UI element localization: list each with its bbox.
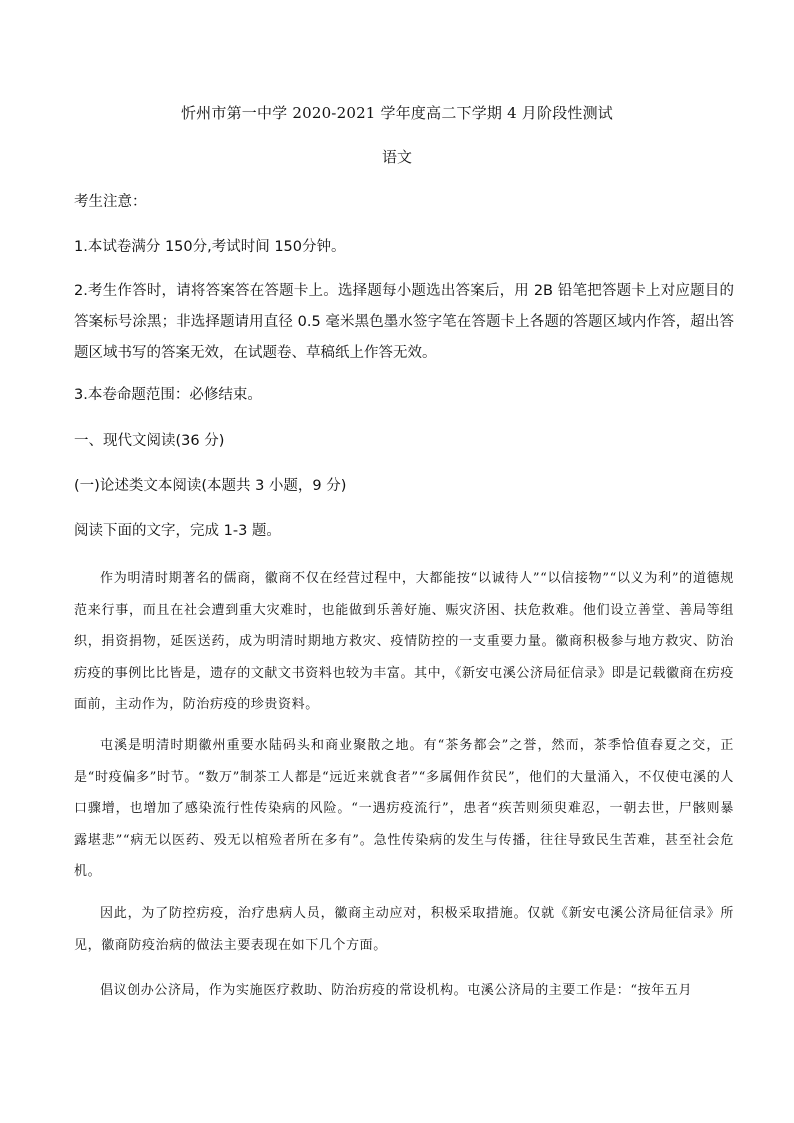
document-title: 忻州市第一中学 2020-2021 学年度高二下学期 4 月阶段性测试 xyxy=(180,104,614,122)
subject-title: 语文 xyxy=(381,148,412,166)
passage-paragraph-4: 倡议创办公济局，作为实施医疗救助、防治疠疫的常设机构。屯溪公济局的主要工作是：“按年五月 xyxy=(100,983,693,998)
notice-heading: 考生注意： xyxy=(74,194,147,210)
passage-paragraph-3: 因此，为了防控疠疫，治疗患病人员，徽商主动应对，积极采取措施。仅就《新安屯溪公济局征信录》所见，徽商防疫治病的做法主要表现在如下几个方面。 xyxy=(74,906,734,953)
section-heading: 一、现代文阅读(36 分) xyxy=(74,433,225,449)
passage-paragraph-1: 作为明清时期著名的儒商，徽商不仅在经营过程中，大都能按“以诚待人”“以信接物”“以义为利”的道德规范来行事，而且在社会遭到重大灾难时，也能做到乐善好施、赈灾济困、扶危救难。他们设立善堂、善局等组织，捐资捐物，延医送药，成为明清时期地方救灾、疫情防控的一支重要力量。徽商积极参与地方救灾、防治疠疫的事例比比皆是，遗存的文献文书资料也较为丰富。其中，《新安屯溪公济局征信录》即是记载徽商在疠疫面前，主动作为，防治疠疫的珍贵资料。 xyxy=(74,571,734,712)
instruction-1: 1.本试卷满分 150分,考试时间 150分钟。 xyxy=(74,239,346,255)
instruction-2: 2.考生作答时，请将答案答在答题卡上。选择题每小题选出答案后，用 2B 铅笔把答题卡上对应题目的答案标号涂黑；非选择题请用直径 0.5 毫米黑色墨水签字笔在答题卡上各题的答题区域内作答，超出答题区域书写的答案无效，在试题卷、草稿纸上作答无效。 xyxy=(74,283,734,361)
passage-paragraph-2: 屯溪是明清时期徽州重要水陆码头和商业聚散之地。有“茶务都会”之誉，然而，茶季恰值春夏之交，正是“时疫偏多”时节。“数万”制茶工人都是“远近来就食者”“多属佣作贫民”，他们的大量涌入，不仅使屯溪的人口骤增，也增加了感染流行性传染病的风险。“一遇疠疫流行”，患者“疾苦则须臾难忍，一朝去世，尸骸则暴露堪悲”“病无以医药、殁无以棺殓者所在多有”。急性传染病的发生与传播，往往导致民生苦难，甚至社会危机。 xyxy=(74,738,734,879)
subsection-heading: (一)论述类文本阅读(本题共 3 小题，9 分) xyxy=(74,478,347,494)
reading-prompt: 阅读下面的文字，完成 1-3 题。 xyxy=(74,523,281,539)
instruction-3: 3.本卷命题范围：必修结束。 xyxy=(74,387,262,403)
